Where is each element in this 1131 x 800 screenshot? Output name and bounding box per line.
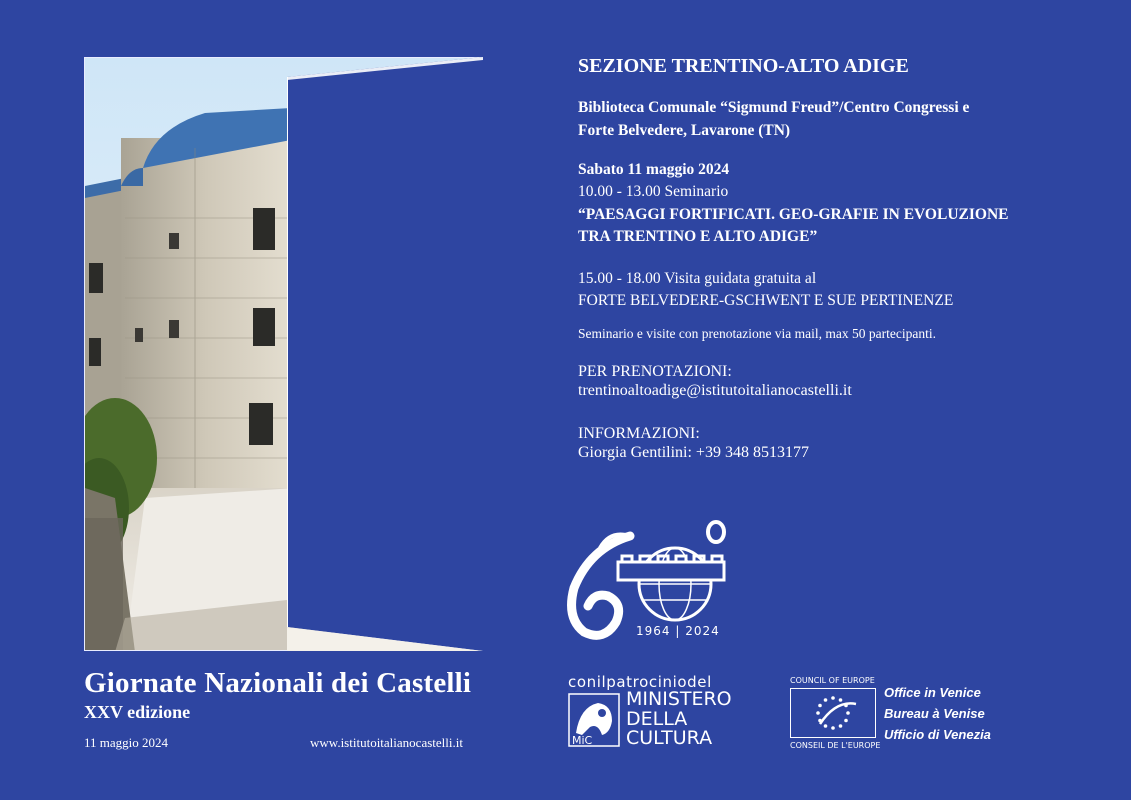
- ministry-line-2: DELLA: [626, 708, 688, 730]
- flag-star: [816, 711, 820, 715]
- info-heading: INFORMAZIONI:: [578, 425, 700, 442]
- booking-heading: PER PRENOTAZIONI:: [578, 363, 732, 380]
- flag-star: [839, 724, 843, 728]
- visit-place: FORTE BELVEDERE-GSCHWENT E SUE PERTINENZE: [578, 292, 954, 309]
- venue-line-1: Biblioteca Comunale “Sigmund Freud”/Centro Congressi e: [578, 99, 970, 116]
- mic-emblem-icon: [568, 693, 620, 747]
- event-title: Giornate Nazionali dei Castelli: [84, 667, 472, 699]
- patronage-label: conilpatrociniodel: [568, 673, 712, 691]
- venue-line-2: Forte Belvedere, Lavarone (TN): [578, 122, 791, 139]
- eu-stars-flag-icon: [790, 688, 876, 738]
- booking-note: Seminario e visite con prenotazione via mail, max 50 partecipanti.: [578, 326, 937, 341]
- info-contact: Giorgia Gentilini: +39 348 8513177: [578, 444, 809, 461]
- event-date: Sabato 11 maggio 2024: [578, 161, 730, 178]
- flag-star: [818, 704, 822, 708]
- flag-star: [831, 696, 835, 700]
- booking-email-link[interactable]: trentinoaltoadige@istitutoitalianocastelli.it: [578, 382, 852, 399]
- website-link[interactable]: www.istitutoitalianocastelli.it: [310, 735, 463, 750]
- ministry-line-3: CULTURA: [626, 727, 713, 749]
- seminar-title-line-1: “PAESAGGI FORTIFICATI. GEO-GRAFIE IN EVOLUZIONE: [578, 206, 1009, 223]
- anniversary-years: 1964 | 2024: [636, 624, 720, 638]
- ministry-line-1: MINISTERO: [626, 688, 732, 710]
- section-title: SEZIONE TRENTINO-ALTO ADIGE: [578, 55, 909, 77]
- open-door-panel: [287, 57, 483, 651]
- flag-star: [824, 724, 828, 728]
- flag-star: [839, 698, 843, 702]
- flag-star: [846, 711, 850, 715]
- flag-star: [844, 719, 848, 723]
- seminar-time: 10.00 - 13.00 Seminario: [578, 183, 729, 200]
- footer-date: 11 maggio 2024: [84, 735, 169, 750]
- visit-time: 15.00 - 18.00 Visita guidata gratuita al: [578, 270, 817, 287]
- flag-star: [824, 698, 828, 702]
- mic-label: MiC: [572, 734, 593, 747]
- office-line-3: Ufficio di Venezia: [884, 727, 991, 742]
- office-line-2: Bureau à Venise: [884, 706, 985, 721]
- coe-name-en: COUNCIL OF EUROPE: [790, 676, 875, 685]
- seminar-title-line-2: TRA TRENTINO E ALTO ADIGE”: [578, 228, 818, 245]
- office-line-1: Office in Venice: [884, 685, 981, 700]
- edition-label: XXV edizione: [84, 702, 191, 722]
- coe-name-fr: CONSEIL DE L'EUROPE: [790, 741, 881, 750]
- flag-star: [831, 726, 835, 730]
